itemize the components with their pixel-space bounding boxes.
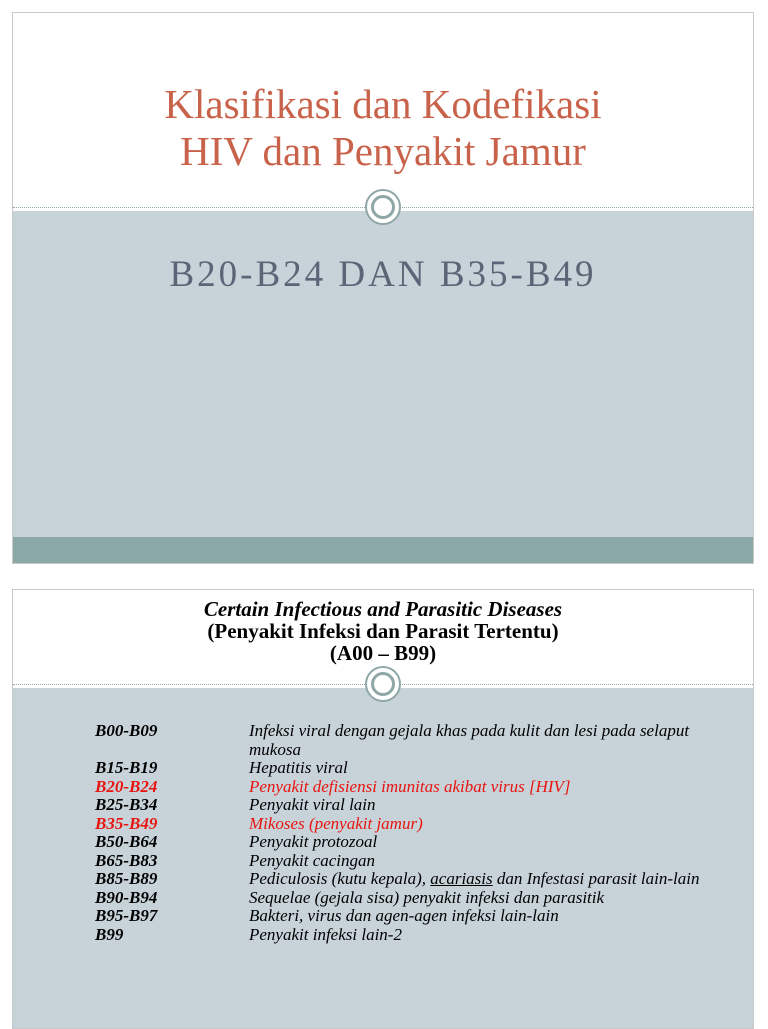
circle-ornament-icon [365, 666, 401, 702]
slide-1-body [13, 211, 753, 537]
list-item [95, 796, 735, 815]
code-range: B50-B64 [95, 832, 158, 851]
slide-2-title-line1: Certain Infectious and Parasitic Diseases [203, 597, 563, 621]
desc-underlined-term: acariasis [430, 869, 493, 888]
code-description: Sequelae (gejala sisa) penyakit infeksi dan parasitik [249, 887, 605, 907]
code-range: B95-B97 [95, 906, 158, 925]
slide-2 [12, 589, 754, 1029]
bottom-band [13, 537, 753, 564]
list-item [95, 926, 735, 945]
code-description: Penyakit defisiensi imunitas akibat virus [HIV] [249, 776, 571, 796]
slide-1 [12, 12, 754, 564]
code-range: B35-B49 [95, 813, 158, 833]
list-item [95, 889, 735, 908]
list-item [95, 907, 735, 926]
code-description: Infeksi viral dengan gejala khas pada kulit dan lesi pada selaput mukosa [249, 721, 690, 759]
list-item [95, 759, 735, 778]
list-item [95, 870, 735, 889]
code-range: B15-B19 [95, 758, 158, 777]
code-range: B99 [95, 924, 124, 944]
code-description: Bakteri, virus dan agen-agen infeksi lain-lain [249, 906, 559, 925]
code-range: B90-B94 [95, 887, 158, 907]
list-item-highlighted [95, 815, 735, 834]
desc-part: dan Infestasi parasit lain-lain [492, 869, 700, 888]
slide-1-title-line1: Klasifikasi dan Kodefikasi [164, 81, 602, 127]
circle-ornament-icon [365, 189, 401, 225]
slide-1-title-area [13, 13, 753, 206]
list-item-highlighted [95, 778, 735, 797]
code-description: Penyakit infeksi lain-2 [249, 924, 402, 944]
code-description: Mikoses (penyakit jamur) [249, 813, 423, 833]
code-list [95, 722, 735, 944]
code-range: B00-B09 [95, 721, 158, 740]
slide-2-title [13, 598, 753, 664]
code-description: Penyakit viral lain [249, 795, 376, 814]
slide-2-title-line2: (Penyakit Infeksi dan Parasit Tertentu) [207, 619, 559, 643]
slide-1-title-line2: HIV dan Penyakit Jamur [180, 128, 586, 174]
code-range: B25-B34 [95, 795, 158, 814]
code-description: Penyakit cacingan [249, 850, 376, 870]
code-range: B20-B24 [95, 776, 158, 796]
slide-2-title-line3: (A00 – B99) [329, 641, 437, 665]
code-range: B65-B83 [95, 850, 158, 870]
code-range: B85-B89 [95, 869, 158, 888]
code-description [249, 870, 735, 889]
code-description: Hepatitis viral [249, 758, 348, 777]
code-description: Penyakit protozoal [249, 832, 378, 851]
list-item [95, 833, 735, 852]
slide-1-title [13, 81, 753, 175]
list-item [95, 852, 735, 871]
desc-part: Pediculosis (kutu kepala), [249, 869, 431, 888]
list-item [95, 722, 735, 759]
slide-1-subtitle: B20-B24 DAN B35-B49 [169, 254, 597, 295]
